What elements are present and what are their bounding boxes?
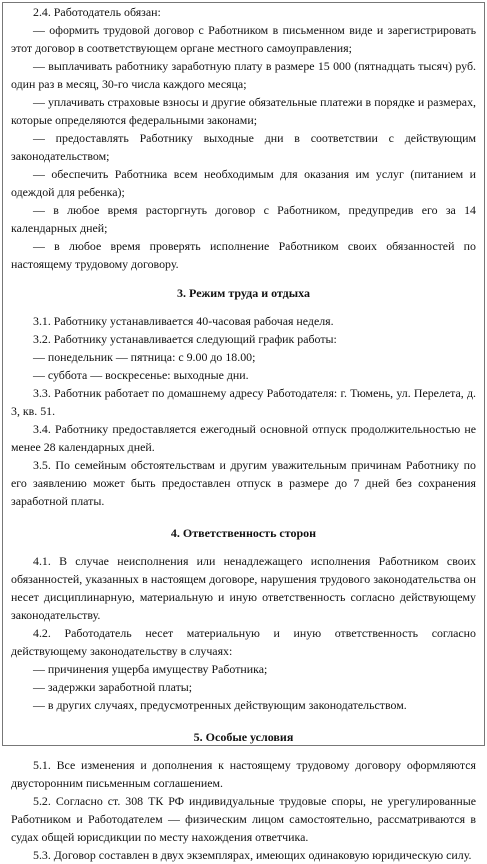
section-heading: 3. Режим труда и отдыха	[177, 286, 310, 300]
paragraph: 3.1. Работнику устанавливается 40-часовая рабочая неделя.	[33, 314, 334, 328]
paragraph: 3.2. Работнику устанавливается следующий график работы:	[33, 332, 337, 346]
paragraph: — задержки заработной платы;	[33, 680, 193, 694]
paragraph: — суббота — воскресенье: выходные дни.	[33, 368, 249, 382]
paragraph: — уплачивать страховые взносы и другие обязательные платежи в порядке и размерах, которые определяются федеральными законами;	[11, 95, 476, 127]
paragraph: 4.1. В случае неисполнения или ненадлежащего исполнения Работником своих обязанностей, указанных в настоящем договоре, нарушения трудового законодательства он несет дисциплинарную, материальную и иную ответственность согласно действующему законодательству.	[11, 554, 476, 622]
paragraph: — обеспечить Работника всем необходимым для оказания им услуг (питанием и одеждой для ребенка);	[11, 167, 476, 199]
paragraph: 5.2. Согласно ст. 308 ТК РФ индивидуальные трудовые споры, не урегулированные Работником и Работодателем — физическим лицом самостоятельно, рассматриваются в судах общей юрисдикции по месту нахождения ответчика.	[11, 794, 476, 844]
section-heading: 4. Ответственность сторон	[170, 526, 317, 540]
paragraph: 4.2. Работодатель несет материальную и иную ответственность согласно действующему законодательству в случаях:	[11, 626, 476, 658]
paragraph: — в любое время проверять исполнение Работником своих обязанностей по настоящему трудовому договору.	[11, 239, 476, 271]
paragraph: 5.3. Договор составлен в двух экземплярах, имеющих одинаковую юридическую силу.	[33, 848, 472, 862]
paragraph: — в любое время расторгнуть договор с Работником, предупредив его за 14 календарных дней;	[11, 203, 476, 235]
paragraph: 3.3. Работник работает по домашнему адресу Работодателя: г. Тюмень, ул. Перелета, д. 3, кв. 51.	[11, 386, 476, 418]
paragraph: 3.4. Работнику предоставляется ежегодный основной отпуск продолжительностью не менее 28 календарных дней.	[11, 422, 476, 454]
paragraph: — понедельник — пятница: с 9.00 до 18.00;	[33, 350, 256, 364]
paragraph: — причинения ущерба имуществу Работника;	[33, 662, 268, 676]
paragraph: 2.4. Работодатель обязан:	[33, 5, 161, 19]
section-3	[11, 312, 476, 510]
section-4	[11, 552, 476, 714]
paragraph: — выплачивать работнику заработную плату в размере 15 000 (пятнадцать тысяч) руб. один раз в месяц, 30-го числа каждого месяца;	[11, 59, 476, 91]
section-2	[11, 3, 476, 273]
section-5	[11, 756, 476, 864]
paragraph: 5.1. Все изменения и дополнения к настоящему трудовому договору оформляются двусторонним письменным соглашением.	[11, 758, 476, 790]
paragraph: 3.5. По семейным обстоятельствам и другим уважительным причинам Работнику по его заявлению может быть предоставлен отпуск в размере до 7 дней без сохранения заработной платы.	[11, 458, 476, 508]
paragraph: — предоставлять Работнику выходные дни в соответствии с действующим законодательством;	[11, 131, 476, 163]
paragraph: — в других случаях, предусмотренных действующим законодательством.	[33, 698, 407, 712]
paragraph: — оформить трудовой договор с Работником в письменном виде и зарегистрировать этот договор в соответствующем органе местного самоуправления;	[11, 23, 476, 55]
section-heading: 5. Особые условия	[193, 730, 294, 744]
